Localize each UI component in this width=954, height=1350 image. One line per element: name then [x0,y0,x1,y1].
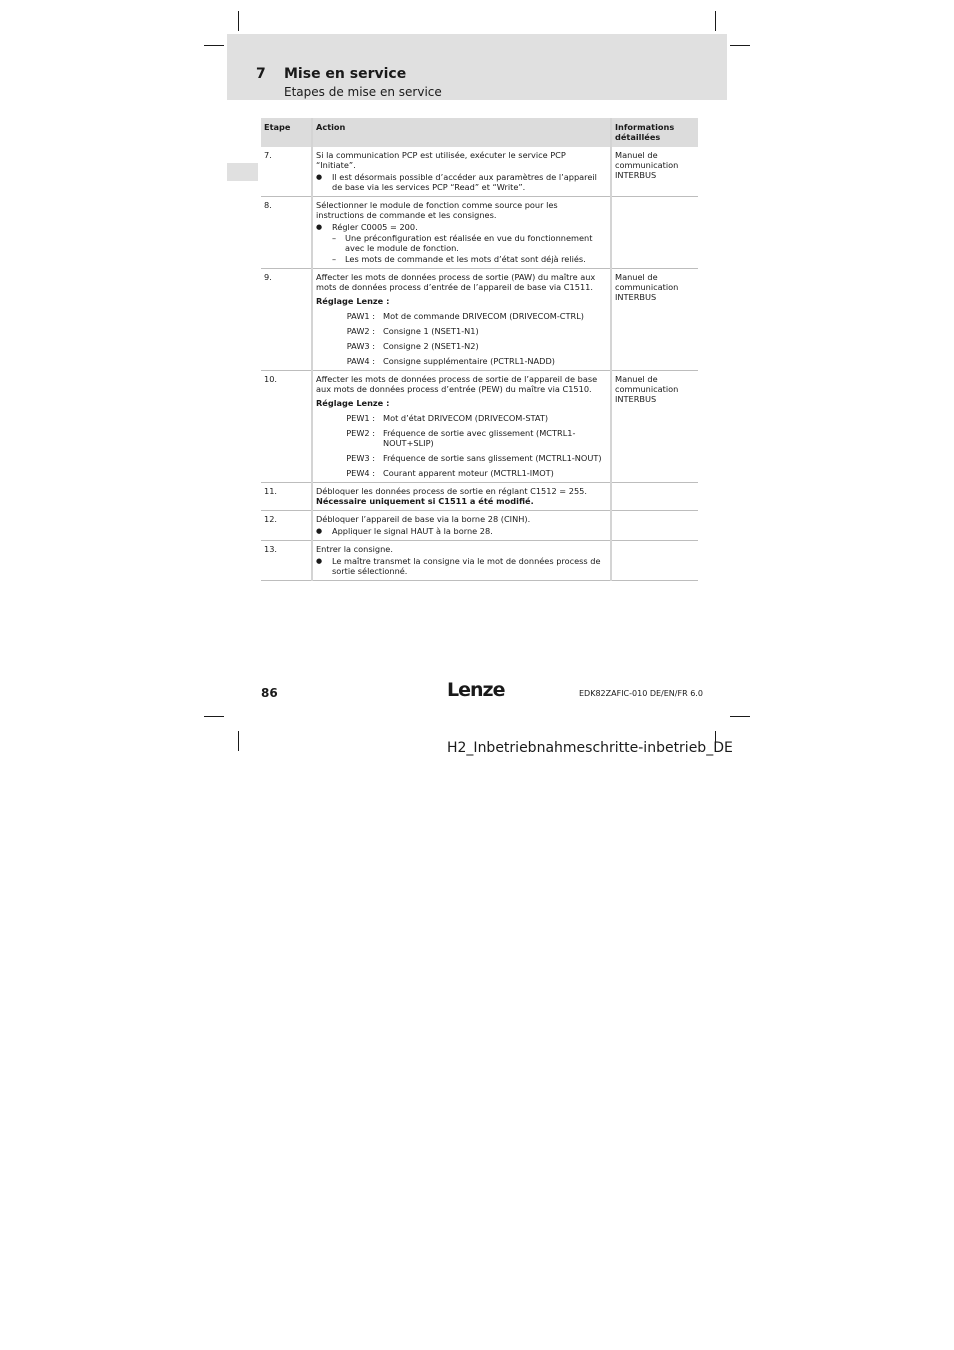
code-mapping-row: PEW3 : Fréquence de sortie sans glissement (MCTRL1-NOUT) [346,453,602,463]
info-cell [611,541,698,581]
table-row [261,483,698,511]
step-number: 12. [261,511,312,541]
action-text: Débloquer les données process de sortie en réglant C1512 = 255. [316,486,587,496]
table-header-row [261,118,698,147]
crop-mark [730,716,750,717]
info-cell [611,197,698,269]
table-row [261,269,698,371]
code-mapping-row: PAW2 : Consigne 1 (NSET1-N1) [346,326,479,336]
table-row [261,371,698,483]
info-cell: Manuel de communication INTERBUS [611,371,698,483]
column-header-info: Informations détaillées [611,118,698,147]
step-number: 10. [261,371,312,483]
action-text: Entrer la consigne. [316,544,393,554]
info-cell [611,483,698,511]
code-mapping-row: PAW1 : Mot de commande DRIVECOM (DRIVECOM-CTRL) [346,311,584,321]
page-number: 86 [261,686,278,700]
crop-mark [238,11,239,31]
crop-mark [715,11,716,31]
action-text: Sélectionner le module de fonction comme source pour les instructions de commande et les consignes. [316,200,558,220]
bullet-item: ● Le maître transmet la consigne via le mot de données process de sortie sélectionné. [316,556,601,576]
dash-item: – Une préconfiguration est réalisée en vue du fonctionnement avec le module de fonction. [332,233,593,253]
action-text: Affecter les mots de données process de sortie (PAW) du maître aux mots de données process d’entrée de l’appareil de base via C1511. [316,272,596,292]
code-mapping-row: PEW2 : Fréquence de sortie avec glissement (MCTRL1-NOUT+SLIP) [346,428,576,448]
section-subtitle: Etapes de mise en service [284,85,442,99]
code-mapping-row: PAW3 : Consigne 2 (NSET1-N2) [346,341,479,351]
step-number: 8. [261,197,312,269]
table-row [261,197,698,269]
crop-mark [238,731,239,751]
crop-mark [204,716,224,717]
bullet-item: ● Appliquer le signal HAUT à la borne 28. [316,526,493,536]
table-row [261,541,698,581]
column-header-action: Action [312,118,611,147]
chapter-number: 7 [256,66,266,82]
brand-logo: Lenze [447,679,505,701]
crop-mark [730,45,750,46]
action-cell [312,269,611,371]
action-text: Si la communication PCP est utilisée, exécuter le service PCP “Initiate”. [316,150,566,170]
step-number: 13. [261,541,312,581]
info-cell: Manuel de communication INTERBUS [611,269,698,371]
info-cell [611,511,698,541]
code-mapping-row: PAW4 : Consigne supplémentaire (PCTRL1-NADD) [346,356,555,366]
side-tab-marker [227,163,258,181]
code-mapping-row: PEW1 : Mot d’état DRIVECOM (DRIVECOM-STAT) [346,413,549,423]
document-reference: EDK82ZAFIC-010 DE/EN/FR 6.0 [579,689,703,698]
lenze-setting-label: Réglage Lenze : [316,398,390,408]
action-cell [312,483,611,511]
lenze-setting-label: Réglage Lenze : [316,296,390,306]
bullet-item: ● Il est désormais possible d’accéder aux paramètres de l’appareil de base via les services PCP “Read” et “Write”. [316,172,597,192]
step-number: 11. [261,483,312,511]
column-header-step: Etape [261,118,312,147]
table-row [261,511,698,541]
action-text: Débloquer l’appareil de base via la borne 28 (CINH). [316,514,531,524]
table-row [261,147,698,197]
action-note: Nécessaire uniquement si C1511 a été modifié. [316,496,534,506]
action-cell [312,541,611,581]
dash-item: – Les mots de commande et les mots d’état sont déjà reliés. [332,254,586,264]
file-label: H2_Inbetriebnahmeschritte-inbetrieb_DE [447,740,733,756]
step-number: 7. [261,147,312,197]
bullet-item: ● Régler C0005 = 200. [316,222,418,232]
code-mapping-row: PEW4 : Courant apparent moteur (MCTRL1-IMOT) [346,468,554,478]
crop-mark [204,45,224,46]
action-cell [312,147,611,197]
step-number: 9. [261,269,312,371]
chapter-title: Mise en service [284,66,407,82]
steps-table [261,118,698,581]
action-cell [312,371,611,483]
action-text: Affecter les mots de données process de sortie de l’appareil de base aux mots de données process d’entrée (PEW) du maître via C1510. [316,374,598,394]
action-cell [312,511,611,541]
action-cell [312,197,611,269]
info-cell: Manuel de communication INTERBUS [611,147,698,197]
